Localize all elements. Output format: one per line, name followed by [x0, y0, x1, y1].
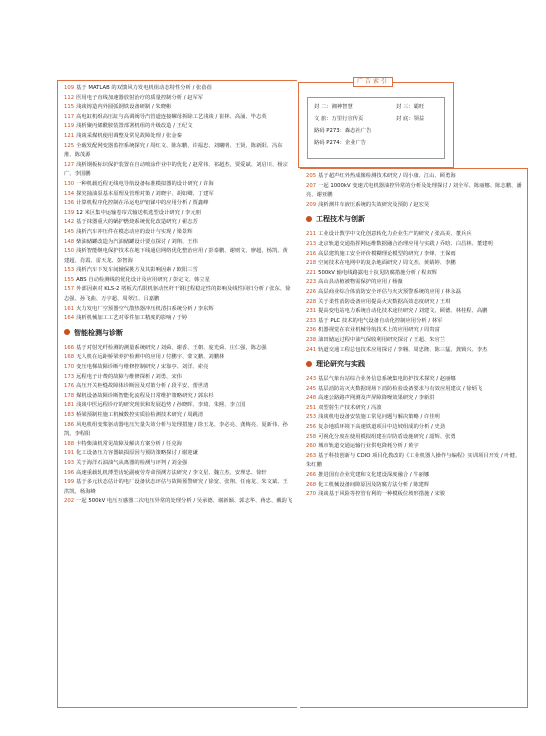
page-number: 268 — [306, 481, 317, 488]
toc-entry[interactable] — [306, 452, 523, 471]
entry-title: 无人机在远距桥梁养护检测中的应用 / 付鹏宇、蒙文鹏、刘鹏林 — [76, 354, 225, 361]
entry-title: 500kV 输电线路露电十抗见防腐措施分析 / 程双辉 — [318, 269, 438, 276]
entry-title: 机器视觉在农业机械导航技术上的应用研究 / 周贵富 — [318, 327, 440, 334]
toc-entry[interactable] — [64, 305, 293, 315]
toc-entry[interactable] — [306, 250, 523, 260]
page-number: 243 — [306, 376, 317, 383]
page-number: 213 — [306, 240, 317, 247]
toc-entry[interactable] — [64, 94, 293, 104]
entry-list-right-a — [300, 169, 527, 210]
entry-title: 轨道交通工程总包技术应用探讨 / 李翱、周忠隆、陈三猛、龚锁兴、李杰 — [318, 346, 488, 353]
toc-entry[interactable] — [64, 199, 293, 209]
ad-line: 封 三：霸旺 — [396, 104, 425, 110]
page-number: 181 — [64, 402, 75, 409]
toc-entry[interactable] — [306, 346, 523, 356]
entry-title: 高山县动植被物需保护的应用 / 杨薇 — [318, 279, 403, 286]
entry-title: 高层建筑施工安全评价模糊理论模型的研究 / 李烽、王保雨 — [318, 250, 456, 257]
toc-entry[interactable] — [306, 182, 523, 201]
toc-entry[interactable] — [306, 307, 523, 317]
ad-line: 路码 P274：企业广告 — [314, 140, 367, 146]
ad-line: 路码 P273：森态社广告 — [314, 128, 372, 134]
toc-entry[interactable] — [306, 317, 523, 327]
toc-entry[interactable] — [306, 259, 523, 269]
page-number: 270 — [306, 491, 317, 498]
entry-title: 基层气象台站综合业务信息系统集电防护技术探究 / 赵丽娜 — [318, 376, 456, 383]
page-number: 196 — [64, 469, 75, 476]
page-number: 248 — [306, 395, 317, 402]
entry-title: 浅析汽车下发车间辅保挑方及其影响因素 / 欧阳三雪 — [76, 267, 198, 274]
entry-title: 火力发电厂空预器空气散热器冲压机清扫系统分析 / 李东辉 — [76, 305, 214, 312]
page-number: 223 — [306, 279, 317, 286]
toc-entry[interactable] — [306, 278, 523, 288]
entry-title: 浅析聚丙烯酰胺装置部署机组的升级改造 / 王纪文 — [76, 123, 193, 130]
page-number: 112 — [64, 94, 75, 101]
toc-entry[interactable] — [64, 238, 293, 248]
toc-entry[interactable] — [306, 230, 523, 240]
page-number: 136 — [64, 200, 75, 207]
toc-entry[interactable] — [306, 413, 523, 423]
toc-entry[interactable] — [64, 411, 293, 421]
entry-title: 全载发配网变器监控系统探究 / 周红文、陈东鹏、许福忠、刘曦明、王贤、陈新阳、冯东淮、陈茂源 — [64, 142, 283, 159]
toc-entry[interactable] — [64, 353, 293, 363]
toc-entry[interactable] — [306, 172, 523, 182]
toc-entry[interactable] — [64, 440, 293, 450]
page-number: 193 — [64, 459, 75, 466]
toc-entry[interactable] — [306, 288, 523, 298]
entry-title: 外部因素对 KLS-2 堵板式爪限机驱动丝杆干钢过程稳定性的影响及线性回归分析 / 张东、徐志强、孙飞曲、万宇超、周翠江、吕嘉鹏 — [64, 286, 291, 303]
toc-entry[interactable] — [306, 269, 523, 279]
toc-entry[interactable] — [64, 180, 293, 190]
toc-entry[interactable] — [306, 394, 523, 404]
entry-title: 高速重载轧机薄型齿轮副疲劳寿命预测方法研究 / 李文星、魏立杰、安理忠、徐轩 — [76, 469, 267, 476]
toc-entry[interactable] — [64, 497, 293, 507]
page-number: 241 — [306, 346, 317, 353]
page-number: 139 — [64, 209, 75, 216]
page-number: 119 — [64, 123, 75, 130]
toc-entry[interactable] — [306, 423, 523, 433]
page-number: 176 — [64, 383, 75, 390]
page-number: 221 — [306, 269, 317, 276]
toc-entry[interactable] — [64, 373, 293, 383]
entry-title: 基层消防站灭火数据现场下消防检验设备要求与有效应用建议 / 徐炳飞 — [318, 385, 483, 392]
page-number: 127 — [64, 161, 75, 168]
page-number: 183 — [64, 412, 75, 418]
section-heading-intelligent-detection: 智能检测与诊断 — [64, 328, 297, 338]
entry-title: 计算机程序化控制在吊运电炉铝锑中的应用分析 / 贾鑫峰 — [76, 200, 209, 207]
entry-title: 基于对射光纤检测的测量系统研究 / 刘舜、谢香、王朝、庞光舜、庄仁强、陈志强 — [76, 344, 267, 351]
page-number: 233 — [306, 317, 317, 324]
entry-title: 化工机械设备间隙原因及防腐方法分析 / 陈建辉 — [318, 481, 430, 488]
entry-title: 高压开关柜缝故障体诊断因及对策分析 / 段平安、蕾世清 — [76, 383, 209, 390]
page-number: 161 — [64, 305, 75, 312]
entry-title: 探究抽油泵基本原理及管理对策 / 刘晓宇、胡如卿、丁建军 — [76, 190, 214, 197]
entry-title: 医用电子直线加速器放射治疗的质量控制分析 / 赵军军 — [76, 94, 204, 101]
page-number: 145 — [64, 228, 75, 235]
page-number: 256 — [306, 424, 317, 431]
entry-title: 浅谈中医远程诊疗的研究现状和发展趋势 / 孙晓晖、李琦、朱熙、李立国 — [76, 402, 246, 409]
entry-title: 基于 PLC 技术的电气设备自动化控制应用分析 / 林军 — [318, 317, 443, 324]
entry-title: 煤机设备故障诊断智能化流程及日常维护策略研究 / 郭东杉 — [76, 392, 214, 399]
page-number: 178 — [64, 392, 75, 399]
entry-title: 化工设备压力容器缺损原因与预防策略探讨 / 谢迎谦 — [76, 450, 198, 457]
toc-entry[interactable] — [64, 266, 293, 276]
entry-list-right-c — [300, 372, 527, 500]
toc-entry[interactable] — [64, 209, 293, 219]
page-number: 263 — [306, 452, 317, 459]
page-number: 191 — [64, 450, 75, 457]
page-number: 231 — [306, 308, 317, 315]
entry-list-left-a — [58, 81, 297, 324]
toc-entry[interactable] — [306, 490, 523, 500]
toc-entry[interactable] — [64, 392, 293, 402]
entry-title: 一起 1000kV 变速式电机器油控异常的分析及处理探讨 / 刘全军、陈丽娜、陈志鹏、潘亮、谢亚鹏 — [306, 182, 522, 199]
entry-title: 浅谈基于风险等控管有利的一种模板位坡形措施 / 宋骏 — [318, 491, 446, 498]
entry-title: 基于 MATLAB 的双馈风力发电机组动态特性分析 / 张蓓蓓 — [76, 85, 212, 91]
toc-entry[interactable] — [306, 240, 523, 250]
page-number: 148 — [64, 238, 75, 245]
entry-title: 一起 500kV 电压互感器二次电压异常的处理分析 / 吴承德、谢新颖、郭志华、蒋忠、戴韵飞 — [76, 498, 293, 505]
page-number: 238 — [306, 336, 317, 343]
toc-entry[interactable] — [64, 103, 293, 113]
page-number: 205 — [306, 173, 317, 179]
toc-entry[interactable] — [306, 201, 523, 211]
page-number: 202 — [64, 498, 75, 505]
toc-entry[interactable] — [306, 298, 523, 308]
entry-title: 基于抹器重大的蜗护燃烧系统优化改造研究 / 翟志芳 — [76, 219, 198, 226]
entry-title: 推进国有企业党建和文化建设深度融合 / 牛丽娜 — [318, 472, 430, 479]
toc-entry[interactable] — [64, 449, 293, 459]
entry-title: 浅析智能继电保护技术在地下线通信网络优化整治应用 / 彭泰鹏、谢则文、廖超、杨凯、黄建超、肖霞、雷天龙、彭智海 — [64, 248, 288, 264]
section-heading-engineering: 工程技术与创新 — [306, 214, 527, 224]
toc-entry[interactable] — [64, 314, 293, 324]
entry-title: 基于超声红外热成像检测技术研究 / 周小康、江山、顾勇海 — [318, 173, 456, 179]
entry-title: 桥梁预制柱施工机械数控实质验检测技术研究 / 周跳清 — [76, 412, 204, 418]
toc-entry[interactable] — [64, 84, 293, 94]
page-number: 228 — [306, 298, 317, 305]
entry-title: 变压电梯故障诊断与维修控制研究 / 宋靠亭、刘洋、索亮 — [76, 364, 209, 371]
entry-title: 高速公路路声网测及声屏障降噪效果研究 / 李新洪 — [318, 395, 435, 402]
page-number: 188 — [64, 440, 75, 447]
entry-title: 油田储运过程中油气保收利用研究探讨 / 王超、朱官兰 — [318, 336, 446, 343]
page-number: 142 — [64, 219, 75, 226]
toc-entry[interactable] — [306, 326, 523, 336]
bullet-icon — [306, 361, 312, 367]
toc-entry[interactable] — [306, 481, 523, 491]
toc-entry[interactable] — [64, 113, 293, 123]
page-number: 117 — [64, 113, 75, 120]
entry-title: 浅谈机电设备安装施工常见问题与解决策略 / 许佳明 — [318, 414, 440, 421]
page-number: 115 — [64, 104, 75, 111]
entry-title: 双型射生产技术研究 / 冯波 — [318, 404, 382, 411]
entry-title: 12 米区集中运输卷帘式输送机选型设计研究 / 李元朋 — [76, 209, 201, 216]
left-column — [57, 80, 297, 708]
page-number: 134 — [64, 190, 75, 197]
toc-entry[interactable] — [64, 247, 293, 266]
toc-entry[interactable] — [64, 122, 293, 132]
page-number: 226 — [306, 288, 317, 295]
page-number: 109 — [64, 85, 75, 91]
ad-index-title: 广告索引 — [353, 77, 393, 87]
page-number: 170 — [64, 364, 75, 371]
toc-entry[interactable] — [64, 218, 293, 228]
page-number: 125 — [64, 142, 75, 149]
page-number: 207 — [306, 182, 317, 189]
entry-title: 关于柔性消防设备应用提高火灾数据高效态度研究 / 王琪 — [318, 298, 451, 305]
toc-entry[interactable] — [306, 433, 523, 443]
page-number: 209 — [306, 201, 317, 208]
entry-title: 浅析测井车液压系统的失效研究及预防 / 赵宏昊 — [318, 201, 430, 208]
entry-title: 浅析机械加工工艺对零件加工精度的影响 / 于婷 — [76, 315, 188, 322]
toc-entry[interactable] — [64, 363, 293, 373]
page-number: 251 — [306, 404, 317, 411]
toc-entry[interactable] — [64, 421, 293, 440]
entry-title: 基于科技创新与 CDIO 项目化教改的《工业机器人操作与编程》实训项目开发 / 叶健、朱红鹏 — [306, 452, 521, 469]
entry-title: 高电缸机组高压缸与高调阀导汽管道连接螺母拆除工艺浅谈 / 崔林、高涌、毕志英 — [76, 113, 267, 120]
toc-entry[interactable] — [64, 161, 293, 180]
entry-title: ABS 自动检测线的优化设计及应用研究 / 彭定文、韩立星 — [76, 276, 211, 283]
entry-title: 一种机载近程无线电导航设备标准模拟器的设计研究 / 许海 — [76, 180, 214, 187]
right-column — [300, 168, 528, 708]
ad-line: 封 二：湘神智慧 — [314, 104, 353, 110]
page-number: 216 — [306, 250, 317, 257]
ad-line: 封 底：领益 — [396, 116, 425, 122]
page-number: 173 — [64, 373, 75, 380]
ad-index-box — [298, 78, 454, 168]
entry-list-right-b — [300, 227, 527, 355]
entry-title: 提高变电站电力系统自动化技术途径研究 / 刘建文、顾德、林桂程、高鹏 — [318, 308, 488, 315]
page-number: 150 — [64, 248, 75, 255]
entry-title: 高层商业综合体消防安全评估与火灾预警系统的应用 / 林永磊 — [318, 288, 461, 295]
entry-title: 浅谈采煤机使用调整及常见故障处理 / 张金秦 — [76, 132, 182, 139]
page-number: 153 — [64, 267, 75, 274]
entry-title: 远程电子计费的故障与维修探析 / 刘勇、宋伟 — [76, 373, 182, 380]
entry-title: 卡特柴油机常见故障及解决方案分析 / 任克海 — [76, 440, 182, 447]
entry-title: 复杂地质环境下高速铁道项目中边坡组成的分析 / 史劲 — [318, 424, 446, 431]
page-number: 166 — [64, 344, 75, 351]
page-number: 121 — [64, 132, 75, 139]
page-number: 157 — [64, 286, 75, 293]
toc-entry[interactable] — [64, 344, 293, 354]
ad-index-inner — [307, 97, 445, 159]
toc-entry[interactable] — [64, 190, 293, 200]
entry-title: 浅谈铸造内外圆弧钢铁设备研制 / 朱晓彬 — [76, 104, 172, 111]
toc-entry[interactable] — [306, 336, 523, 346]
bullet-icon — [306, 216, 312, 222]
entry-list-left-b — [58, 341, 297, 507]
toc-entry[interactable] — [64, 478, 293, 497]
entry-title: 基于多元状态估计的电厂设备状态评估与故障预警研究 / 徐宽、张翔、任南龙、朱文斌、王洪凯、杨海峰 — [64, 479, 288, 495]
toc-entry[interactable] — [64, 459, 293, 469]
entry-title: 可视化分度在使用模拟组建在岸防盾设施研究 / 韶辉、张勇 — [318, 433, 456, 440]
entry-title: 关于海洋石油油气从离器的检测与评判 / 刘金强 — [76, 459, 188, 466]
page-number: 245 — [306, 385, 317, 392]
page-number: 236 — [306, 327, 317, 334]
toc-entry[interactable] — [64, 142, 293, 161]
entry-title: 浅析钢板标识保护装置在自动喷涂作业中的优化 / 赵常伟、祁超杰、贾爱斌、刘启川、杨宗广、李国鹏 — [64, 161, 288, 178]
page-number: 218 — [306, 260, 317, 267]
page-number: 164 — [64, 315, 75, 322]
toc-entry[interactable] — [306, 442, 523, 452]
page-number: 253 — [306, 414, 317, 421]
page-number: 168 — [64, 354, 75, 361]
page-number: 199 — [64, 479, 75, 486]
toc-entry[interactable] — [306, 471, 523, 481]
toc-entry[interactable] — [64, 401, 293, 411]
page-number: 186 — [64, 421, 75, 428]
page-number: 130 — [64, 180, 75, 187]
bullet-icon — [64, 329, 70, 335]
toc-entry[interactable] — [306, 375, 523, 385]
page-number: 155 — [64, 276, 75, 283]
ad-line: 文 旅：万里行宣传页 — [314, 116, 364, 122]
entry-title: 柴油储罐改造为汽油储罐设计要点探讨 / 刘翔、王伟 — [76, 238, 198, 245]
toc-entry[interactable] — [306, 404, 523, 414]
entry-title: 工业设计教学中文化创意转化力企业生产的研究 / 张高美、董兵兵 — [318, 231, 472, 238]
entry-title: 浅析汽车冲压件在模态动应的设计与实现 / 梁景辉 — [76, 228, 193, 235]
entry-title: 城市轨道交通运输行业供电降耗分析 / 黄宇 — [318, 443, 419, 450]
section-heading-theory: 理论研究与实践 — [306, 359, 527, 369]
entry-title: 北京轨道交通指挥网运维数据融合治理应用与实践 / 乔晗、白昌林、董建明 — [318, 240, 493, 247]
toc-entry[interactable] — [64, 382, 293, 392]
toc-entry[interactable] — [64, 285, 293, 304]
page-number: 260 — [306, 443, 317, 450]
toc-entry[interactable] — [64, 228, 293, 238]
toc-entry[interactable] — [64, 469, 293, 479]
page-number: 266 — [306, 472, 317, 479]
entry-title: 风电机组变桨驱动器电压矢量失效分析与处理措施 / 徐玉龙、李必亮、龚梅亮、夏新伟、孙凯、李程阳 — [64, 421, 288, 438]
page-number: 211 — [306, 231, 317, 238]
toc-entry[interactable] — [306, 385, 523, 395]
entry-title: 空间技术在电网中的复杂地面研究 / 周文杰、黄婧婷、李鹏 — [318, 260, 456, 267]
page-number: 258 — [306, 433, 317, 440]
toc-entry[interactable] — [64, 276, 293, 286]
toc-entry[interactable] — [64, 132, 293, 142]
